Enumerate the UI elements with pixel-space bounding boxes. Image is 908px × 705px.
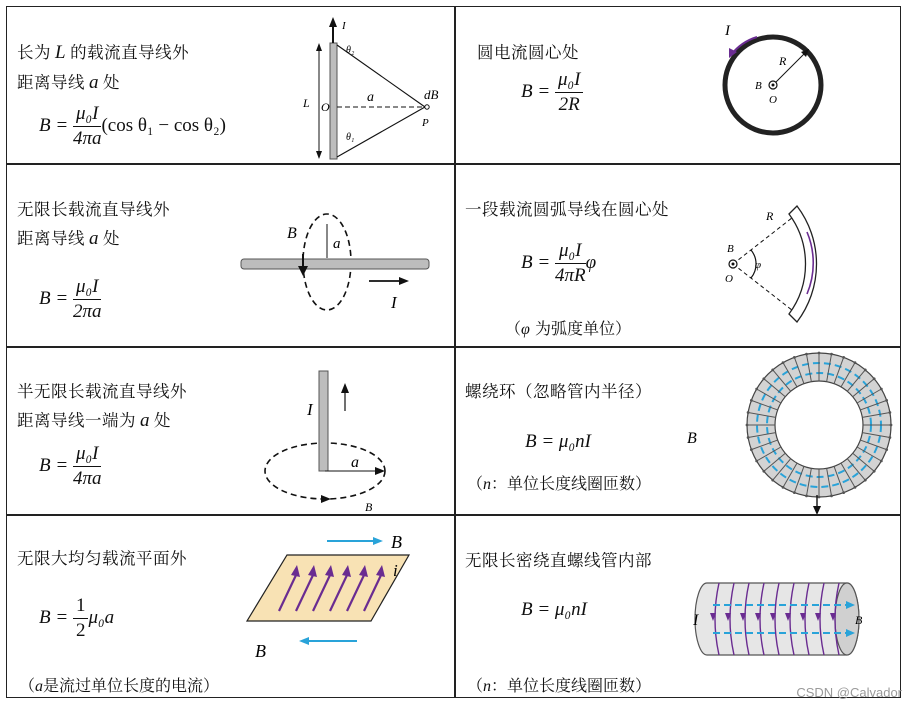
arc-center-formula xyxy=(521,240,596,287)
dot-center xyxy=(732,263,735,266)
label-L: L xyxy=(303,96,310,110)
point-P xyxy=(425,105,429,109)
formula-tail: μ₀a xyxy=(88,606,115,628)
wire-rod xyxy=(319,371,328,471)
winding-dot xyxy=(782,486,785,489)
text: （ xyxy=(467,474,484,493)
cell-solenoid xyxy=(455,515,901,699)
label-I: I xyxy=(307,400,313,419)
var-phi: φ xyxy=(521,321,530,338)
wire-rod xyxy=(330,43,337,159)
denominator: 2R xyxy=(558,94,580,115)
winding-dot xyxy=(885,448,888,451)
arrow-head xyxy=(399,277,409,285)
text: 处 xyxy=(103,229,120,248)
current-plane xyxy=(247,555,409,621)
var-a: a xyxy=(89,228,99,249)
wire-rod xyxy=(241,259,429,269)
var-L: L xyxy=(55,42,67,63)
winding-dot xyxy=(854,486,857,489)
winding-dot xyxy=(880,460,883,463)
winding-dot xyxy=(762,470,765,473)
var-a: a xyxy=(89,72,99,93)
winding-dot xyxy=(793,356,796,359)
solenoid-figure xyxy=(689,577,869,661)
label-I: I xyxy=(342,20,346,32)
winding-dot xyxy=(782,361,785,364)
var-n: n xyxy=(483,476,492,493)
text: 距离导线一端为 xyxy=(17,411,136,430)
text: （ xyxy=(467,676,484,695)
plane-formula xyxy=(39,595,114,642)
text: 的载流直导线外 xyxy=(70,43,190,62)
winding-dot xyxy=(889,436,892,439)
label-O: O xyxy=(725,273,733,285)
var-a: a xyxy=(35,678,44,695)
denominator: 2πa xyxy=(72,301,102,322)
label-phi: φ xyxy=(755,259,762,271)
winding-dot xyxy=(864,368,867,371)
winding-dot xyxy=(873,470,876,473)
formula-fraction xyxy=(555,240,586,287)
label-dB: dB xyxy=(424,87,439,102)
cell-infinite-wire xyxy=(7,164,454,346)
solenoid-note xyxy=(467,673,651,696)
winding-dot xyxy=(873,377,876,380)
numerator: μ₀I xyxy=(73,443,102,467)
label-a: a xyxy=(367,90,374,105)
toroid-title: 螺绕环（忽略管内半径） xyxy=(465,382,652,401)
cell-loop-center xyxy=(455,7,901,163)
winding-dot xyxy=(854,361,857,364)
numerator: μ₀I xyxy=(73,276,102,300)
arc-wire xyxy=(789,206,817,322)
label-B-top: B xyxy=(391,532,402,552)
toroid-note xyxy=(467,471,651,494)
winding-dot xyxy=(805,353,808,356)
winding-dot xyxy=(818,496,821,499)
formula-fraction xyxy=(73,103,102,150)
winding-dot xyxy=(890,424,893,427)
arrow-head xyxy=(329,17,337,27)
winding-dot xyxy=(750,448,753,451)
loop-center-formula xyxy=(521,69,583,116)
formula-fraction xyxy=(73,595,89,642)
winding-dot xyxy=(880,388,883,391)
label-B-bottom: B xyxy=(255,641,266,661)
arrow-head xyxy=(316,43,322,51)
toroid-figure xyxy=(681,349,897,514)
label-R: R xyxy=(779,54,787,68)
text: 距离导线 xyxy=(17,229,85,248)
infinite-wire-figure xyxy=(235,208,435,318)
formula-lhs: B = xyxy=(39,114,69,136)
label-a: a xyxy=(333,236,341,252)
label-P: P xyxy=(422,117,429,129)
winding-dot xyxy=(885,399,888,402)
arrow-head xyxy=(375,467,385,475)
arc-center-title: 一段载流圆弧导线在圆心处 xyxy=(465,200,669,219)
semi-infinite-title-line1: 半无限长载流直导线外 xyxy=(17,382,187,401)
infinite-wire-title-line2 xyxy=(17,229,120,249)
arrow-head xyxy=(373,537,383,545)
label-theta2: θ₂ xyxy=(346,45,355,56)
cell-toroid xyxy=(455,347,901,514)
dot-center xyxy=(772,84,775,87)
radius-top xyxy=(733,214,797,264)
text: ：单位长度线圈匝数） xyxy=(491,474,652,493)
solenoid-formula xyxy=(521,599,587,621)
winding-dot xyxy=(864,479,867,482)
formula-tail: φ xyxy=(585,251,597,273)
winding-dot xyxy=(889,411,892,414)
formula: B = μ₀nI xyxy=(521,599,587,620)
finite-wire-formula xyxy=(39,103,226,150)
formula-lhs: B = xyxy=(521,80,551,102)
finite-wire-title-line2 xyxy=(17,73,120,93)
label-theta1: θ₁ xyxy=(346,132,355,143)
label-i: i xyxy=(393,561,398,580)
winding-dot xyxy=(842,356,845,359)
winding-dot xyxy=(793,491,796,494)
text: （ xyxy=(505,319,522,338)
numerator: μ₀I xyxy=(555,69,583,93)
label-O: O xyxy=(321,100,330,114)
label-a: a xyxy=(351,454,359,471)
label-I: I xyxy=(391,293,397,312)
plane-title: 无限大均匀载流平面外 xyxy=(17,549,187,568)
cell-infinite-plane xyxy=(7,515,454,699)
cell-arc-center xyxy=(455,164,901,346)
solenoid-title: 无限长密绕直螺线管内部 xyxy=(465,551,652,570)
arc-center-figure xyxy=(719,198,839,328)
formula-lhs: B = xyxy=(39,287,69,309)
loop-center-title: 圆电流圆心处 xyxy=(477,43,579,62)
cell-semi-infinite-wire xyxy=(7,347,454,514)
formula-lhs: B = xyxy=(521,251,551,273)
denominator: 2 xyxy=(75,620,86,641)
formula-tail: (cos θ₁ − cos θ₂) xyxy=(101,114,226,136)
winding-dot xyxy=(830,495,833,498)
winding-dot xyxy=(830,353,833,356)
arrow-head xyxy=(298,266,308,276)
winding-dot xyxy=(746,424,749,427)
denominator: 4πR xyxy=(554,265,586,286)
label-I: I xyxy=(725,23,730,39)
numerator: μ₀I xyxy=(73,103,102,127)
label-O: O xyxy=(769,94,777,106)
radius-bottom xyxy=(733,264,797,314)
var-n: n xyxy=(483,678,492,695)
arrow-head xyxy=(813,506,821,514)
label-B: B xyxy=(755,80,762,92)
label-B: B xyxy=(727,243,734,255)
winding-dot xyxy=(842,491,845,494)
denominator: 4πa xyxy=(72,128,102,149)
arc-center-note xyxy=(505,316,631,339)
winding-dot xyxy=(747,411,750,414)
winding-dot xyxy=(750,399,753,402)
var-a: a xyxy=(140,410,150,431)
winding-dot xyxy=(747,436,750,439)
arrow-head xyxy=(316,151,322,159)
arrow-head xyxy=(341,383,349,393)
text: 长为 xyxy=(17,43,51,62)
formula-lhs: B = xyxy=(39,454,69,476)
winding-dot xyxy=(818,352,821,355)
infinite-wire-title-line1: 无限长载流直导线外 xyxy=(17,200,170,219)
winding-dot xyxy=(762,377,765,380)
label-B: B xyxy=(287,225,297,242)
winding-dot xyxy=(755,460,758,463)
winding-dot xyxy=(771,368,774,371)
label-B: B xyxy=(365,500,373,511)
numerator: μ₀I xyxy=(555,240,586,264)
text: 处 xyxy=(103,73,120,92)
label-B: B xyxy=(855,613,863,627)
toroid-inner xyxy=(775,381,863,469)
finite-wire-title-line1 xyxy=(17,43,189,63)
numerator: 1 xyxy=(73,595,89,619)
semi-infinite-formula xyxy=(39,443,101,490)
text: 距离导线 xyxy=(17,73,85,92)
B-direction-arrow xyxy=(321,495,331,503)
denominator: 4πa xyxy=(72,468,102,489)
arrow-head xyxy=(299,637,309,645)
finite-wire-figure xyxy=(295,13,445,161)
label-R: R xyxy=(766,209,774,223)
formula-fraction xyxy=(73,276,102,323)
formula-lhs: B = xyxy=(39,606,69,628)
cell-finite-wire xyxy=(7,7,454,163)
formula-table xyxy=(6,6,901,698)
text: （ xyxy=(19,676,36,695)
text: ：单位长度线圈匝数） xyxy=(491,676,652,695)
formula-fraction xyxy=(73,443,102,490)
formula: B = μ₀nI xyxy=(525,431,591,452)
text: 处 xyxy=(154,411,171,430)
label-I: I xyxy=(693,612,699,629)
toroid-formula xyxy=(525,431,591,453)
label-B: B xyxy=(687,430,697,447)
infinite-wire-formula xyxy=(39,276,101,323)
winding-dot xyxy=(755,388,758,391)
formula-fraction xyxy=(555,69,583,116)
plane-figure xyxy=(239,529,429,664)
loop-center-figure xyxy=(709,15,829,141)
semi-infinite-title-line2 xyxy=(17,411,171,431)
semi-infinite-figure xyxy=(259,361,409,511)
text: 为弧度单位） xyxy=(529,319,631,338)
text: 是流过单位长度的电流） xyxy=(43,676,220,695)
watermark: CSDN @Calvador xyxy=(796,685,902,700)
winding-dot xyxy=(771,479,774,482)
plane-note xyxy=(19,673,219,696)
winding-dot xyxy=(805,495,808,498)
